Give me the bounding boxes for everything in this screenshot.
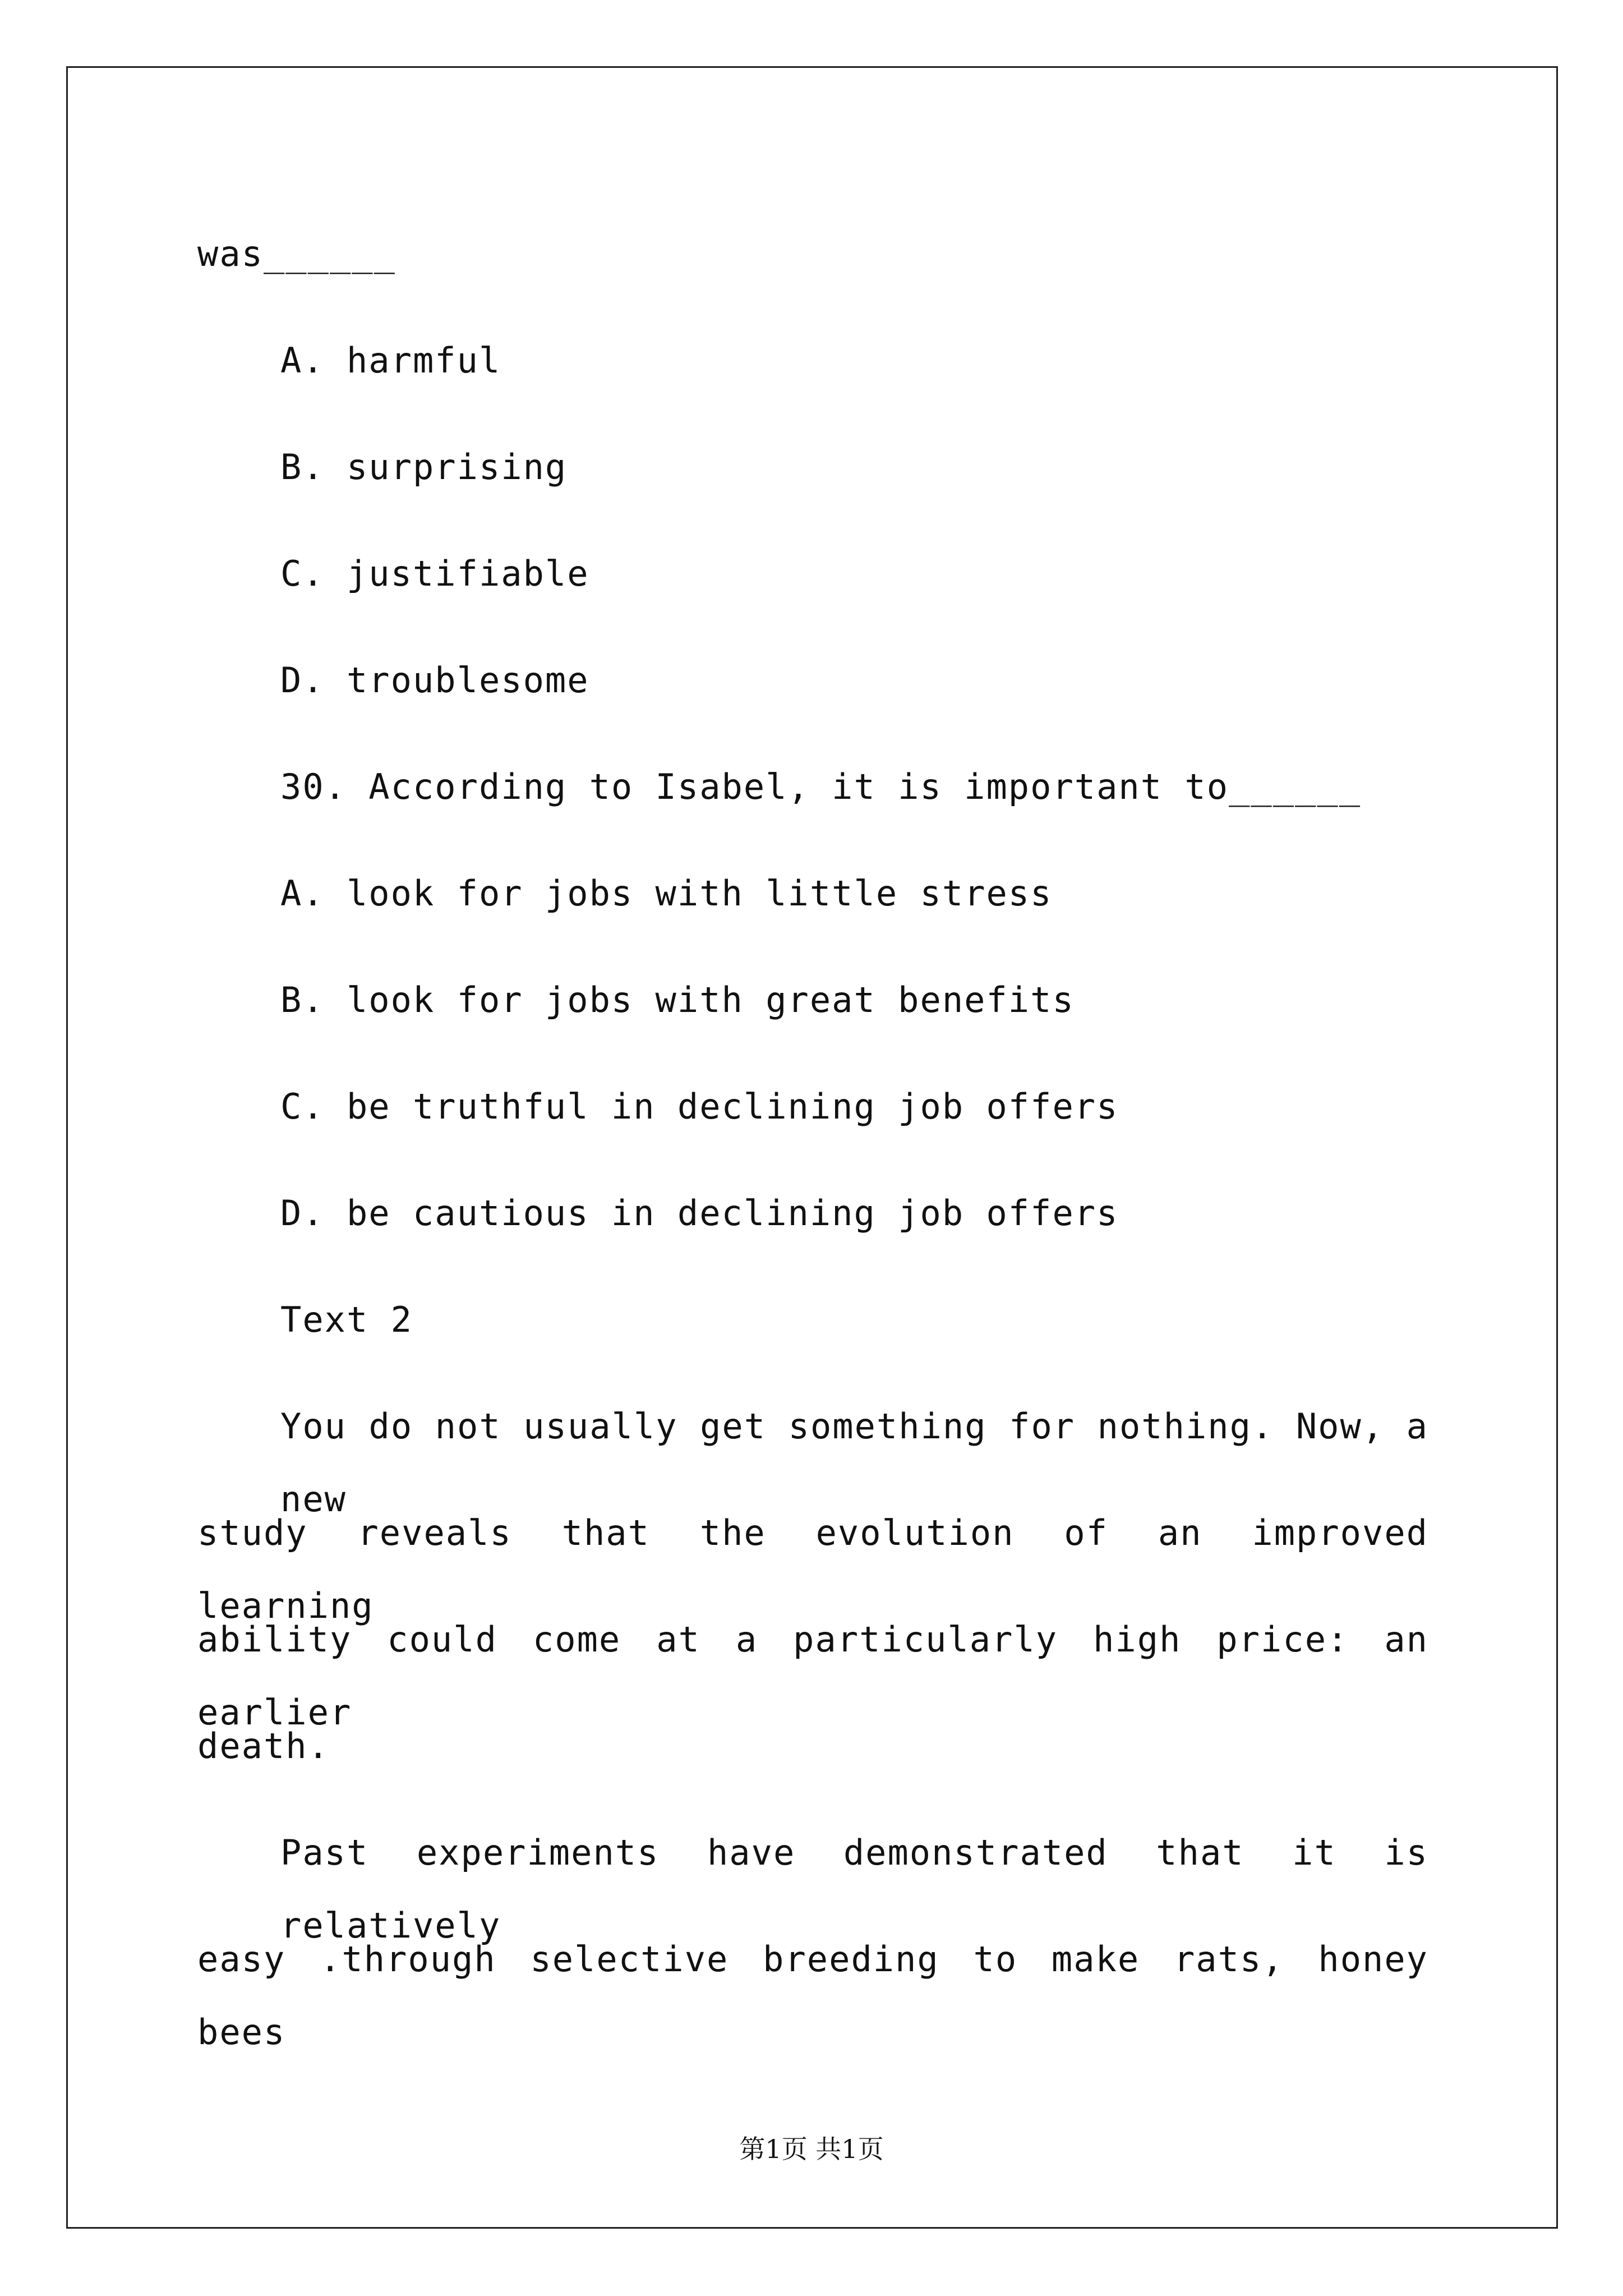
q30-option-c: C. be truthful in declining job offers <box>280 1086 1119 1127</box>
option-a: A. harmful <box>280 340 501 381</box>
option-c: C. justifiable <box>280 553 589 594</box>
paragraph-1-line-1: You do not usually get something for nothing. Now, a new <box>280 1406 1428 1520</box>
page-footer: 第1页 共1页 <box>739 2134 884 2164</box>
paragraph-1-line-2: study reveals that the evolution of an improved learning <box>197 1512 1428 1626</box>
q30-option-d: D. be cautious in declining job offers <box>280 1193 1119 1234</box>
section-heading-text-2: Text 2 <box>280 1299 413 1340</box>
paragraph-2-line-2: easy .through selective breeding to make rats, honey bees <box>197 1939 1428 2053</box>
question-30: 30. According to Isabel, it is important to______ <box>280 766 1362 807</box>
option-b: B. surprising <box>280 447 568 487</box>
q30-option-b: B. look for jobs with great benefits <box>280 979 1075 1020</box>
question-stem-continuation: was______ <box>197 233 396 274</box>
paragraph-2-line-1: Past experiments have demonstrated that it is relatively <box>280 1832 1428 1946</box>
document-body <box>197 218 1428 2053</box>
paragraph-1-line-4: death. <box>197 1726 330 1766</box>
option-d: D. troublesome <box>280 660 589 701</box>
q30-option-a: A. look for jobs with little stress <box>280 873 1053 914</box>
paragraph-1-line-3: ability could come at a particularly high price: an earlier <box>197 1619 1428 1733</box>
